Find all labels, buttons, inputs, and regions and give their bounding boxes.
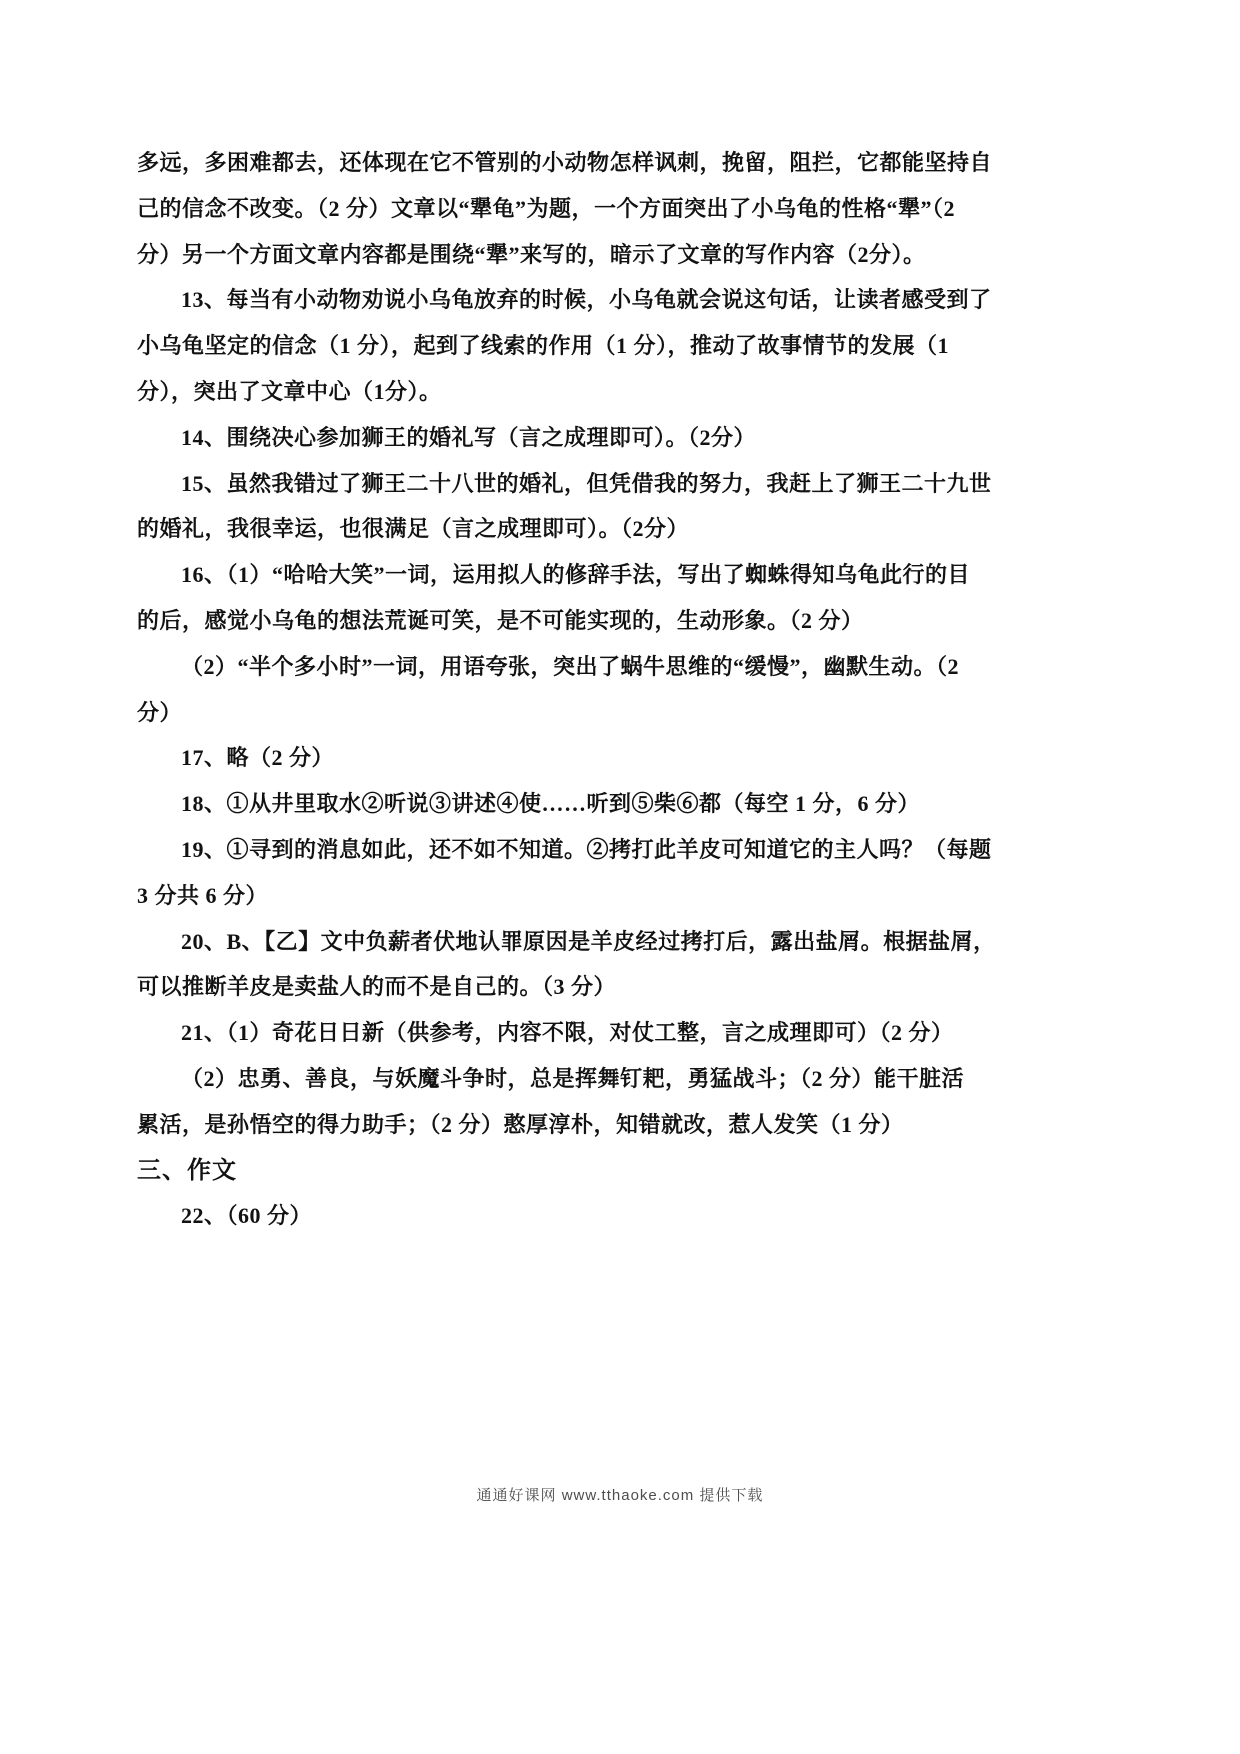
answer-line: 己的信念不改变。（2 分）文章以“犟龟”为题，一个方面突出了小乌龟的性格“犟”（2: [137, 195, 956, 221]
answer-line: （2）忠勇、善良，与妖魔斗争时，总是挥舞钉耙，勇猛战斗；（2 分）能干脏活: [181, 1065, 965, 1091]
answer-line: 小乌龟坚定的信念（1 分），起到了线索的作用（1 分），推动了故事情节的发展（1: [137, 333, 950, 359]
answer-line: 分）另一个方面文章内容都是围绕“犟”来写的，暗示了文章的写作内容（2分）。: [137, 241, 926, 267]
answer-line: 15、虽然我错过了狮王二十八世的婚礼，但凭借我的努力，我赶上了狮王二十九世: [181, 470, 992, 496]
answer-line: 20、B、【乙】文中负薪者伏地认罪原因是羊皮经过拷打后，露出盐屑。根据盐屑，: [181, 928, 996, 954]
answer-line: 可以推断羊皮是卖盐人的而不是自己的。（3 分）: [137, 974, 617, 1000]
answer-line: 分），突出了文章中心（1分）。: [137, 378, 442, 404]
section-heading: 三、作文: [137, 1156, 237, 1184]
answer-line: 分）: [137, 699, 183, 725]
footer-watermark: 通通好课网 www.tthaoke.com 提供下载: [476, 1487, 764, 1504]
document-lines: [137, 140, 1105, 1239]
answer-line: 18、①从井里取水②听说③讲述④使……听到⑤柴⑥都（每空 1 分，6 分）: [181, 791, 921, 817]
answer-line: 21、（1）奇花日日新（供参考，内容不限，对仗工整，言之成理即可）（2 分）: [181, 1020, 954, 1046]
answer-line: （2）“半个多小时”一词，用语夸张，突出了蜗牛思维的“缓慢”，幽默生动。（2: [181, 653, 960, 679]
answer-line: 3 分共 6 分）: [137, 882, 269, 908]
answer-line: 多远，多困难都去，还体现在它不管别的小动物怎样讽刺，挽留，阻拦，它都能坚持自: [137, 150, 993, 175]
answer-line: 22、（60 分）: [181, 1203, 313, 1229]
answer-line: 19、①寻到的消息如此，还不如不知道。②拷打此羊皮可知道它的主人吗？（每题: [181, 836, 992, 862]
answer-line: 16、（1）“哈哈大笑”一词，运用拟人的修辞手法，写出了蜘蛛得知乌龟此行的目: [181, 562, 971, 588]
answer-line: 14、围绕决心参加狮王的婚礼写（言之成理即可）。（2分）: [181, 424, 757, 450]
answer-line: 累活，是孙悟空的得力助手；（2 分）憨厚淳朴，知错就改，惹人发笑（1 分）: [137, 1111, 904, 1137]
answer-line: 13、每当有小动物劝说小乌龟放弃的时候，小乌龟就会说这句话，让读者感受到了: [181, 287, 992, 313]
answer-line: 17、略（2 分）: [181, 745, 335, 771]
answer-line: 的后，感觉小乌龟的想法荒诞可笑，是不可能实现的，生动形象。（2 分）: [137, 607, 864, 633]
answer-line: 的婚礼，我很幸运，也很满足（言之成理即可）。（2分）: [137, 516, 690, 542]
